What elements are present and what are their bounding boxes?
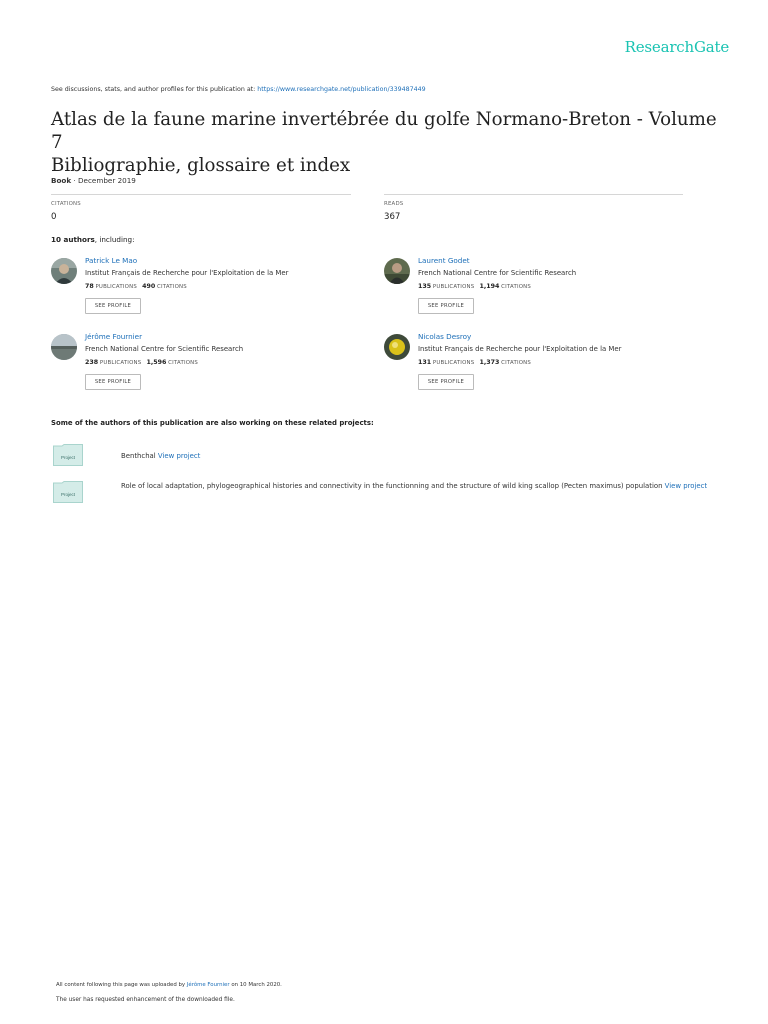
- discussions-text: See discussions, stats, and author profiles for this publication at:: [51, 86, 256, 93]
- project-entry: [121, 480, 711, 493]
- citations-count: 1,596: [146, 359, 167, 366]
- author-stats: [418, 359, 531, 366]
- author-stats: [418, 283, 531, 290]
- publications-label: PUBLICATIONS: [432, 284, 475, 290]
- author-institution: French National Centre for Scientific Research: [418, 269, 577, 277]
- project-title: Role of local adaptation, phylogeographical histories and connectivity in the functionning and the structure of wild king scallop (Pecten maximus) population: [121, 482, 663, 490]
- upload-note: [56, 982, 282, 988]
- title-line-2: Bibliographie, glossaire et index: [51, 155, 351, 176]
- related-projects-heading: Some of the authors of this publication are also working on these related projects:: [51, 419, 374, 427]
- author-avatar[interactable]: [51, 258, 77, 284]
- publication-type: Book: [51, 176, 72, 185]
- citations-label: CITATIONS: [168, 360, 199, 366]
- citations-count: 1,373: [479, 359, 500, 366]
- publications-label: PUBLICATIONS: [99, 360, 142, 366]
- uploader-link[interactable]: Jérôme Fournier: [186, 982, 230, 988]
- author-name[interactable]: Laurent Godet: [418, 256, 470, 265]
- author-stats: [85, 359, 198, 366]
- publications-label: PUBLICATIONS: [432, 360, 475, 366]
- citations-divider: [51, 194, 351, 195]
- reads-label: READS: [384, 201, 404, 207]
- upload-prefix: All content following this page was uploaded by: [56, 982, 186, 988]
- authors-count: 10 authors: [51, 235, 95, 244]
- see-profile-button[interactable]: SEE PROFILE: [85, 374, 141, 390]
- citations-count: 1,194: [479, 283, 500, 290]
- see-profile-button[interactable]: SEE PROFILE: [85, 298, 141, 314]
- publications-count: 131: [418, 359, 432, 366]
- author-card: [51, 334, 351, 404]
- upload-suffix: on 10 March 2020.: [231, 982, 282, 988]
- enhancement-note: The user has requested enhancement of the downloaded file.: [56, 997, 235, 1003]
- project-entry: [121, 450, 721, 463]
- project-folder-icon: [53, 481, 83, 503]
- view-project-link[interactable]: View project: [157, 452, 201, 460]
- view-project-link[interactable]: View project: [664, 482, 708, 490]
- author-card: [51, 258, 351, 328]
- see-profile-button[interactable]: SEE PROFILE: [418, 298, 474, 314]
- project-folder-icon: [53, 444, 83, 466]
- project-icon-label: Project: [60, 492, 76, 497]
- publications-count: 135: [418, 283, 432, 290]
- author-name[interactable]: Jérôme Fournier: [85, 332, 143, 341]
- author-institution: French National Centre for Scientific Research: [85, 345, 244, 353]
- citations-label: CITATIONS: [51, 201, 81, 207]
- author-card: [384, 334, 684, 404]
- author-card: [384, 258, 684, 328]
- citations-count: 490: [142, 283, 156, 290]
- authors-suffix: , including:: [94, 235, 135, 244]
- author-stats: [85, 283, 187, 290]
- author-avatar[interactable]: [51, 334, 77, 360]
- publications-count: 78: [85, 283, 94, 290]
- author-name[interactable]: Nicolas Desroy: [418, 332, 472, 341]
- publication-title: [51, 108, 731, 177]
- publications-label: PUBLICATIONS: [95, 284, 137, 290]
- authors-heading: [51, 235, 135, 244]
- researchgate-logo[interactable]: ResearchGate: [624, 38, 729, 56]
- publication-link[interactable]: https://www.researchgate.net/publication/339487449: [257, 86, 426, 93]
- author-name[interactable]: Patrick Le Mao: [85, 256, 138, 265]
- author-institution: Institut Français de Recherche pour l'Exploitation de la Mer: [418, 345, 622, 353]
- discussions-note: [51, 86, 426, 93]
- author-avatar[interactable]: [384, 258, 410, 284]
- publications-count: 238: [85, 359, 99, 366]
- project-title: Benthchal: [121, 452, 156, 460]
- citations-label: CITATIONS: [501, 360, 532, 366]
- reads-value: 367: [384, 212, 401, 222]
- see-profile-button[interactable]: SEE PROFILE: [418, 374, 474, 390]
- author-avatar[interactable]: [384, 334, 410, 360]
- citations-label: CITATIONS: [157, 284, 187, 290]
- project-icon-label: Project: [60, 455, 76, 460]
- reads-divider: [384, 194, 683, 195]
- title-line-1: Atlas de la faune marine invertébrée du golfe Normano-Breton - Volume 7: [51, 109, 717, 153]
- citations-value: 0: [51, 212, 57, 222]
- publication-meta: [51, 176, 136, 185]
- publication-date: · December 2019: [73, 176, 136, 185]
- author-institution: Institut Français de Recherche pour l'Exploitation de la Mer: [85, 269, 289, 277]
- citations-label: CITATIONS: [501, 284, 532, 290]
